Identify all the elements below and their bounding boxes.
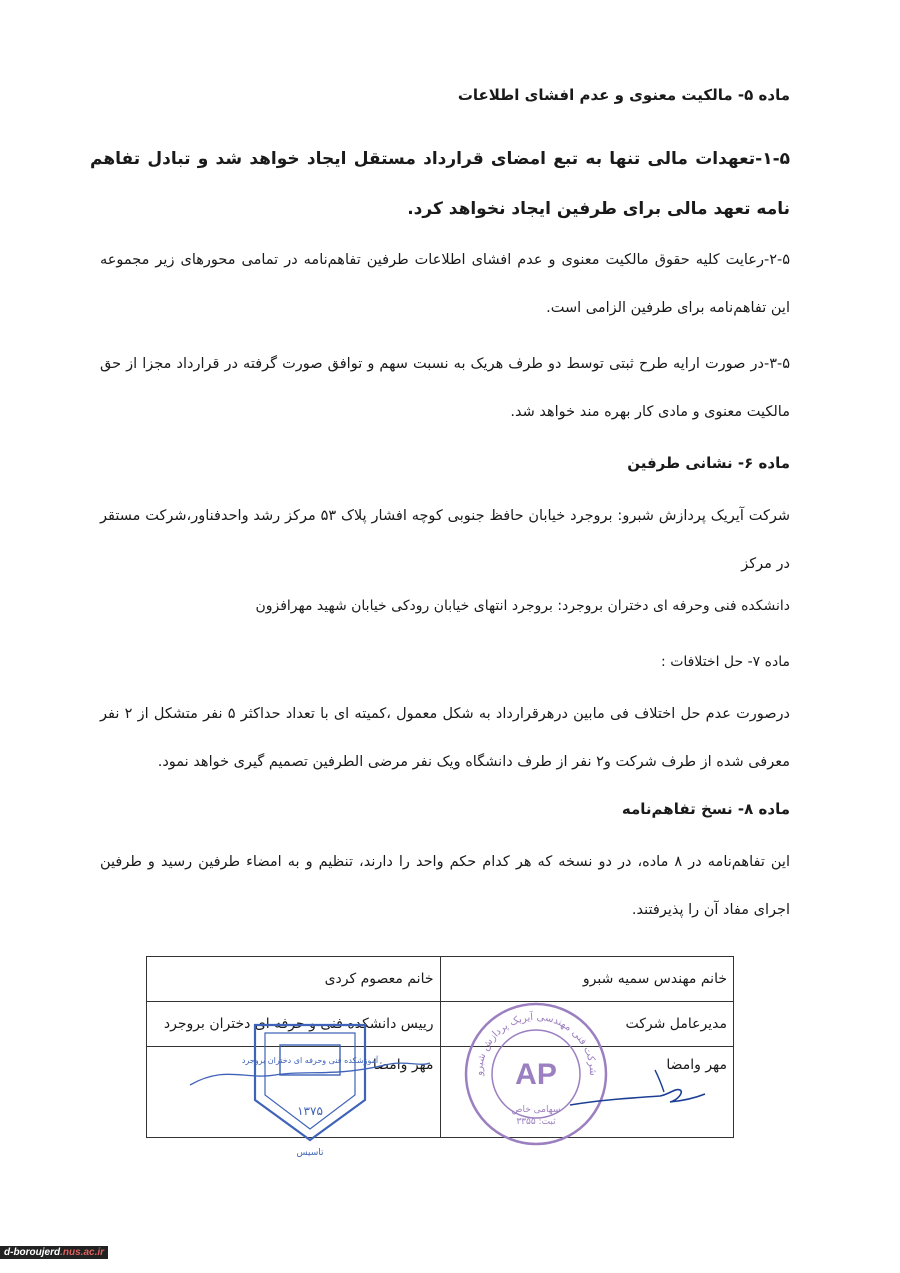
company-stamp-reg: ثبت: ۳۳۵۵ [516,1117,556,1127]
college-signer-name: خانم معصوم کردی [147,957,441,1002]
company-stamp-sub: سهامی خاص [511,1105,561,1115]
site-domain: .nus.ac.ir [60,1247,105,1258]
site-watermark [0,1246,108,1259]
company-address: شرکت آیریک پردازش شبرو: بروجرد خیابان حافظ جنوبی کوچه افشار پلاک ۵۳ مرکز رشد واحدفناور،شرکت مستقر در مرکز [100,508,791,572]
article6-title: ماده ۶- نشانی طرفین [627,454,790,472]
college-stamp-text: آموزشکده فنی وحرفه ای دختران بروجرد [241,1056,379,1065]
college-stamp-year: ۱۳۷۵ [297,1104,323,1118]
article5-title: ماده ۵- مالکیت معنوی و عدم افشای اطلاعات [457,86,790,104]
college-seal-label: مهر وامضا [147,1047,441,1138]
college-address: دانشکده فنی وحرفه ای دختران بروجرد: بروجرد انتهای خیابان رودکی خیابان شهید مهرافزون [255,598,790,614]
company-seal-label: مهر وامضا [440,1047,734,1138]
article5-clause1: ۱-۵-تعهدات مالی تنها به تبع امضای قرارداد مستقل ایجاد خواهد شد و تبادل تفاهم نامه تعهد مالی برای طرفین ایجاد نخواهد کرد. [90,149,790,219]
college-stamp-founded: تاسیس [296,1148,324,1158]
article7-title: ماده ۷- حل اختلافات : [661,654,790,670]
college-signer-role: رییس دانشکده فنی و حرفه ای دختران بروجرد [147,1002,441,1047]
article5-clause2: ۲-۵-رعایت کلیه حقوق مالکیت معنوی و عدم افشای اطلاعات طرفین تفاهم‌نامه در تمامی محورهای زیر مجموعه این تفاهم‌نامه برای طرفین الزامی است. [100,252,790,316]
article8-title: ماده ۸- نسخ تفاهم‌نامه [621,800,790,818]
company-stamp-text: شرکت فنی مهندسی آیریک پردازش شبرو [473,1011,599,1076]
article7-text: درصورت عدم حل اختلاف فی مابین درهرقرارداد به شکل معمول ،کمیته ای با تعداد حداکثر ۵ نفر متشکل از ۲ نفر معرفی شده از طرف شرکت و۲ نفر از طرف دانشگاه ویک نفر مرضی الطرفین تصمیم گیری خواهد نمود. [100,706,790,770]
ap-logo-letters: AP [515,1058,557,1091]
college-stamp [185,1005,435,1160]
company-signature [560,1060,710,1120]
article5-clause3: ۳-۵-در صورت ارایه طرح ثبتی توسط دو طرف هریک به نسبت سهم و توافق صورت گرفته در قرارداد مجزا از حق مالکیت معنوی و مادی کار بهره مند خواهد شد. [100,356,790,420]
company-signer-role: مدیرعامل شرکت [440,1002,734,1047]
site-prefix: d-boroujerd [4,1247,61,1258]
article8-text: این تفاهم‌نامه در ۸ ماده، در دو نسخه که هر کدام حکم واحد را دارند، تنظیم و به امضاء طرفین رسید و طرفین اجرای مفاد آن را پذیرفتند. [100,854,791,918]
company-signer-name: خانم مهندس سمیه شبرو [440,957,734,1002]
